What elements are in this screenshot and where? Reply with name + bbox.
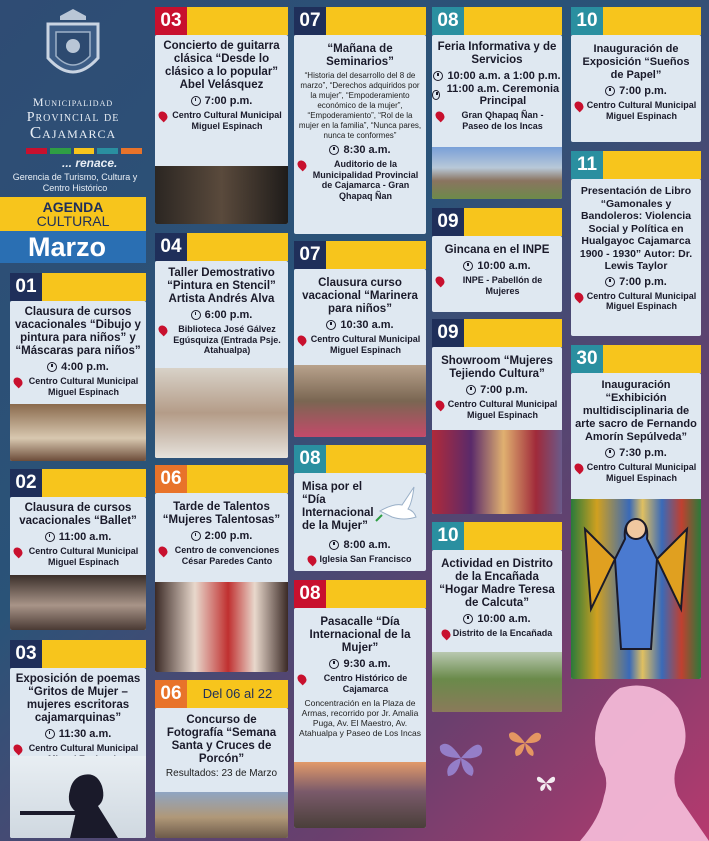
- event-photo: [432, 147, 562, 199]
- event-card: [155, 35, 288, 224]
- event-title: Gincana en el INPE: [444, 244, 550, 256]
- day-badge: 10: [432, 522, 464, 550]
- event-card: [294, 269, 426, 437]
- day-badge: 07: [294, 7, 326, 35]
- agenda-label: AGENDA: [42, 199, 104, 215]
- event-place: Centro Cultural Municipal Miguel Espinach: [571, 100, 701, 121]
- event-title: Inauguración “Exhibición multidisciplinaria de arte sacro de Fernando Amorín Sepúlveda”: [575, 379, 697, 443]
- event-place: Centro Cultural Municipal Miguel Espinach: [432, 399, 562, 420]
- day-badge: 10: [571, 7, 603, 35]
- woman-silhouette: [560, 678, 709, 841]
- day-bar: [464, 7, 562, 35]
- day-badge: 09: [432, 208, 464, 236]
- cultural-label: CULTURAL: [36, 213, 110, 229]
- event-card: [571, 35, 701, 142]
- month-label: Marzo: [28, 232, 107, 262]
- clock-icon: [47, 362, 57, 372]
- event-place: Iglesia San Francisco: [294, 554, 426, 565]
- location-pin-icon: [157, 110, 170, 123]
- location-pin-icon: [296, 673, 309, 686]
- event-title: Presentación de Libro “Gamonales y Bandoleros: Violencia Social y Política en Hualgayoc Cajamarca 1900 - 1930” Autor: Dr. Lewis Taylor: [579, 185, 693, 272]
- event-time: 7:00 p.m.: [155, 95, 288, 107]
- event-time: 10:30 a.m.: [294, 319, 426, 331]
- event-card: [432, 347, 562, 514]
- event-place: Centro Cultural Municipal Miguel Espinach: [10, 376, 146, 397]
- event-card: [155, 261, 288, 458]
- department: Gerencia de Turismo, Cultura y Centro Histórico: [12, 172, 138, 193]
- event-photo: [10, 575, 146, 630]
- event-title: “Mañana de Seminarios”: [326, 43, 394, 68]
- event-photo: [155, 368, 288, 458]
- clock-icon: [191, 96, 201, 106]
- location-pin-icon: [434, 275, 447, 288]
- event-time: 9:30 a.m.: [294, 658, 426, 670]
- event-card: [10, 497, 146, 630]
- event-title: Clausura de cursos vacacionales “Ballet”: [19, 502, 137, 527]
- day-badge: 03: [10, 640, 42, 668]
- clock-icon: [191, 531, 201, 541]
- event-title: Concurso de Fotografía “Semana Santa y Cruces de Porcón”: [166, 714, 277, 765]
- day-bar: [603, 345, 701, 373]
- clock-icon: [326, 320, 336, 330]
- day-bar: [42, 640, 146, 668]
- municipality-crest: [42, 6, 104, 90]
- day-bar: [187, 465, 288, 493]
- event-photo: [294, 365, 426, 437]
- day-badge: 30: [571, 345, 603, 373]
- event-card: [10, 301, 146, 461]
- event-card: [294, 473, 426, 571]
- event-title: Inauguración de Exposición “Sueños de Papel”: [582, 43, 690, 81]
- day-badge: 04: [155, 233, 187, 261]
- location-pin-icon: [573, 100, 586, 113]
- day-bar: [187, 233, 288, 261]
- clock-icon: [466, 385, 476, 395]
- clock-icon: [605, 86, 615, 96]
- day-bar: [326, 445, 426, 473]
- event-card: [294, 608, 426, 828]
- event-time: 4:00 p.m.: [10, 361, 146, 373]
- day-bar: [464, 319, 562, 347]
- event-time: 2:00 p.m.: [155, 530, 288, 542]
- event-title: Feria Informativa y de Servicios: [437, 41, 557, 66]
- day-badge: 07: [294, 241, 326, 269]
- day-bar: [603, 7, 701, 35]
- clock-icon: [605, 448, 615, 458]
- clock-icon: [463, 614, 473, 624]
- event-title: Tarde de Talentos “Mujeres Talentosas”: [162, 501, 281, 526]
- dove-icon: [374, 481, 420, 527]
- clock-icon: [432, 90, 440, 100]
- day-bar: [326, 241, 426, 269]
- location-pin-icon: [12, 376, 25, 389]
- org-line2: Provincial de: [26, 110, 120, 125]
- event-time: 8:30 a.m.: [294, 144, 426, 156]
- event-title: Concierto de guitarra clásica “Desde lo clásico a lo popular” Abel Velásquez: [163, 40, 280, 91]
- agenda-banner: [0, 197, 146, 231]
- event-time-secondary: 11:00 a.m. Ceremonia Principal: [432, 83, 562, 107]
- event-title: Misa por el “Día Internacional de la Mujer”: [302, 481, 374, 532]
- org-line3: Cajamarca: [29, 123, 117, 142]
- event-card: [155, 493, 288, 672]
- clock-icon: [329, 659, 339, 669]
- day-badge: 02: [10, 469, 42, 497]
- event-photo: [155, 582, 288, 672]
- event-time: 6:00 p.m.: [155, 309, 288, 321]
- event-card: [432, 550, 562, 712]
- event-card: [155, 708, 288, 838]
- event-card: [571, 179, 701, 336]
- event-title: Clausura de cursos vacacionales “Dibujo y pintura para niños” y “Máscaras para niños”: [15, 306, 141, 357]
- event-place: Centro Cultural Municipal Miguel Espinach: [155, 110, 288, 131]
- day-badge: 01: [10, 273, 42, 301]
- day-badge: 08: [294, 445, 326, 473]
- clock-icon: [433, 71, 443, 81]
- event-photo: [10, 404, 146, 461]
- clock-icon: [329, 540, 339, 550]
- color-strip: [26, 148, 142, 154]
- day-bar: [187, 7, 288, 35]
- day-badge: 06: [155, 465, 187, 493]
- event-place: Centro de convenciones César Paredes Canto: [155, 545, 288, 566]
- event-title: Taller Demostrativo “Pintura en Stencil” Artista Andrés Alva: [167, 267, 276, 305]
- date-range-bar: Del 06 al 22: [187, 680, 288, 708]
- day-bar: [603, 151, 701, 179]
- location-pin-icon: [434, 399, 447, 412]
- org-line1: Municipalidad: [32, 95, 114, 109]
- location-pin-icon: [12, 743, 25, 756]
- event-title: Actividad en Distrito de la Encañada “Hogar Madre Teresa de Calcuta”: [439, 558, 555, 609]
- event-place: Centro Cultural Municipal: [10, 743, 146, 764]
- location-pin-icon: [12, 546, 25, 559]
- clock-icon: [45, 729, 55, 739]
- event-time: 10:00 a.m.: [432, 260, 562, 272]
- location-pin-icon: [296, 159, 309, 172]
- location-pin-icon: [157, 324, 170, 337]
- event-card: [571, 373, 701, 679]
- day-bar: [464, 208, 562, 236]
- event-place: Centro Cultural Municipal Miguel Espinach: [10, 546, 146, 567]
- day-bar: [42, 273, 146, 301]
- event-time: 7:00 p.m.: [571, 85, 701, 97]
- location-pin-icon: [573, 462, 586, 475]
- butterfly-icon: [508, 728, 542, 758]
- clock-icon: [329, 145, 339, 155]
- event-illustration: [10, 756, 146, 838]
- event-time: 11:00 a.m.: [10, 531, 146, 543]
- day-badge: 03: [155, 7, 187, 35]
- event-results: Resultados: 23 de Marzo: [165, 768, 278, 779]
- butterfly-icon: [536, 774, 556, 792]
- day-badge: 08: [294, 580, 326, 608]
- day-bar: [464, 522, 562, 550]
- event-photo: [294, 762, 426, 828]
- event-description: Concentración en la Plaza de Armas, recorrido por Jr. Amalia Puga, Av. El Maestro, Av. Atahualpa y Paseo de Los Incas: [299, 698, 421, 738]
- day-badge: 11: [571, 151, 603, 179]
- event-title: Pasacalle “Día Internacional de la Mujer”: [309, 616, 411, 654]
- event-place: Centro Cultural Municipal Miguel Espinach: [571, 291, 701, 312]
- day-badge: 06: [155, 680, 187, 708]
- event-time: 10:00 a.m. a 1:00 p.m.: [432, 70, 562, 82]
- location-pin-icon: [306, 554, 319, 567]
- day-bar: [326, 7, 426, 35]
- day-bar: [326, 580, 426, 608]
- day-badge: 09: [432, 319, 464, 347]
- event-place: INPE - Pabellón de Mujeres: [432, 275, 562, 296]
- stained-glass-artwork: [571, 499, 701, 679]
- event-photo: [432, 430, 562, 514]
- event-time: 11:30 a.m.: [10, 728, 146, 740]
- event-place: Centro Cultural Municipal Miguel Espinach: [294, 334, 426, 355]
- clock-icon: [45, 532, 55, 542]
- event-title: Exposición de poemas “Gritos de Mujer –mujeres escritoras cajamarquinas”: [15, 673, 141, 724]
- event-time: 7:30 p.m.: [571, 447, 701, 459]
- location-pin-icon: [296, 334, 309, 347]
- day-bar: [42, 469, 146, 497]
- event-description: “Historia del desarrollo del 8 de marzo”, “Derechos adquiridos por la mujer”, “Empoderamiento económico de la mujer”, “Empoderamiento”, “Rol de la mujer en la familia”, “Nunca pares, nunca te conformes”: [298, 71, 422, 140]
- event-photo: [155, 792, 288, 838]
- clock-icon: [605, 277, 615, 287]
- event-title: Clausura curso vacacional “Marinera para niños”: [302, 277, 418, 315]
- event-time: 8:00 a.m.: [294, 539, 426, 551]
- event-card: [10, 668, 146, 838]
- location-pin-icon: [157, 545, 170, 558]
- slogan: ... renace.: [62, 156, 118, 170]
- event-card: [432, 236, 562, 312]
- event-time: 7:00 p.m.: [571, 276, 701, 288]
- clock-icon: [191, 310, 201, 320]
- day-badge: 08: [432, 7, 464, 35]
- event-title: Showroom “Mujeres Tejiendo Cultura”: [441, 355, 553, 380]
- event-place: Distrito de la Encañada: [432, 628, 562, 639]
- event-place: Biblioteca José Gálvez Egúsquiza (Entrada Psje. Atahualpa): [155, 324, 288, 356]
- event-photo: [432, 652, 562, 712]
- event-place: Centro Cultural Municipal Miguel Espinach: [571, 462, 701, 483]
- location-pin-icon: [434, 110, 447, 123]
- event-card: [432, 35, 562, 199]
- event-time: 10:00 a.m.: [432, 613, 562, 625]
- location-pin-icon: [573, 290, 586, 303]
- event-photo: [155, 166, 288, 224]
- clock-icon: [463, 261, 473, 271]
- event-place: Gran Qhapaq Ñan - Paseo de los Incas: [432, 110, 562, 131]
- event-place: Centro Histórico de Cajamarca: [294, 673, 426, 694]
- event-time: 7:00 p.m.: [432, 384, 562, 396]
- location-pin-icon: [439, 628, 452, 641]
- event-place: Auditorio de la Municipalidad Provincial de Cajamarca - Gran Qhapaq Ñan: [294, 159, 426, 201]
- event-card: [294, 35, 426, 234]
- org-name: [8, 95, 138, 140]
- butterfly-icon: [438, 738, 484, 778]
